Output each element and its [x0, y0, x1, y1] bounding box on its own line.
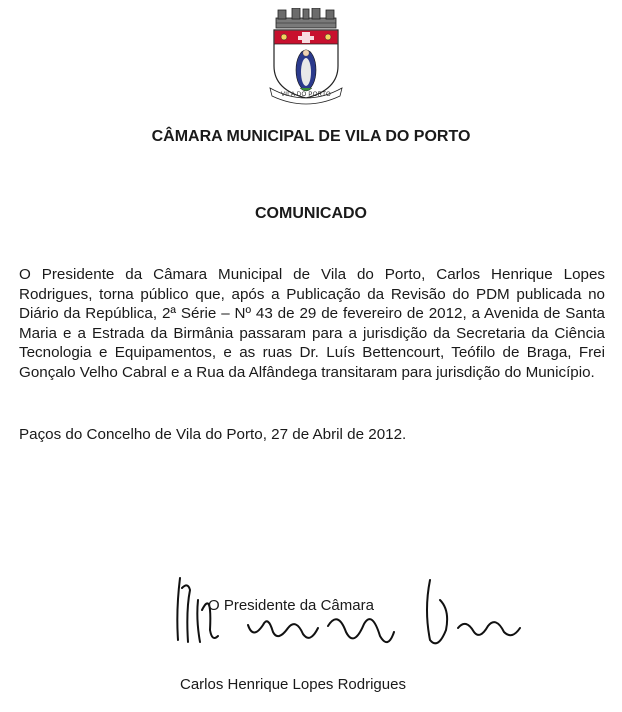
- handwritten-signature: [168, 570, 528, 665]
- crest-motto-text: VILA DO PORTO: [280, 92, 332, 98]
- announcement-paragraph: O Presidente da Câmara Municipal de Vila do Porto, Carlos Henrique Lopes Rodrigues, torna público que, após a Publicação da Revisão do PDM publicada no Diário da República, 2ª Série – Nº 43 de 29 de fevereiro de 2012, a Avenida de Santa Maria e a Estrada da Birmânia passaram para a jurisdição da Secretaria da Ciência Tecnologia e Equipamentos, e as ruas Dr. Luís Bettencourt, Teófilo de Braga, Frei Gonçalo Velho Cabral e a Rua da Alfândega transitaram para jurisdição do Município.: [19, 266, 605, 381]
- document-type-heading: COMUNICADO: [255, 205, 367, 222]
- place-date-line: Paços do Concelho de Vila do Porto, 27 de Abril de 2012.: [19, 426, 407, 443]
- shield-icon: [274, 30, 338, 98]
- mural-crown-icon: [276, 8, 336, 28]
- signatory-name: Carlos Henrique Lopes Rodrigues: [180, 676, 406, 693]
- signatory-role: O Presidente da Câmara: [208, 597, 374, 614]
- organization-heading: CÂMARA MUNICIPAL DE VILA DO PORTO: [151, 128, 471, 145]
- virgin-figure-icon: [296, 50, 316, 91]
